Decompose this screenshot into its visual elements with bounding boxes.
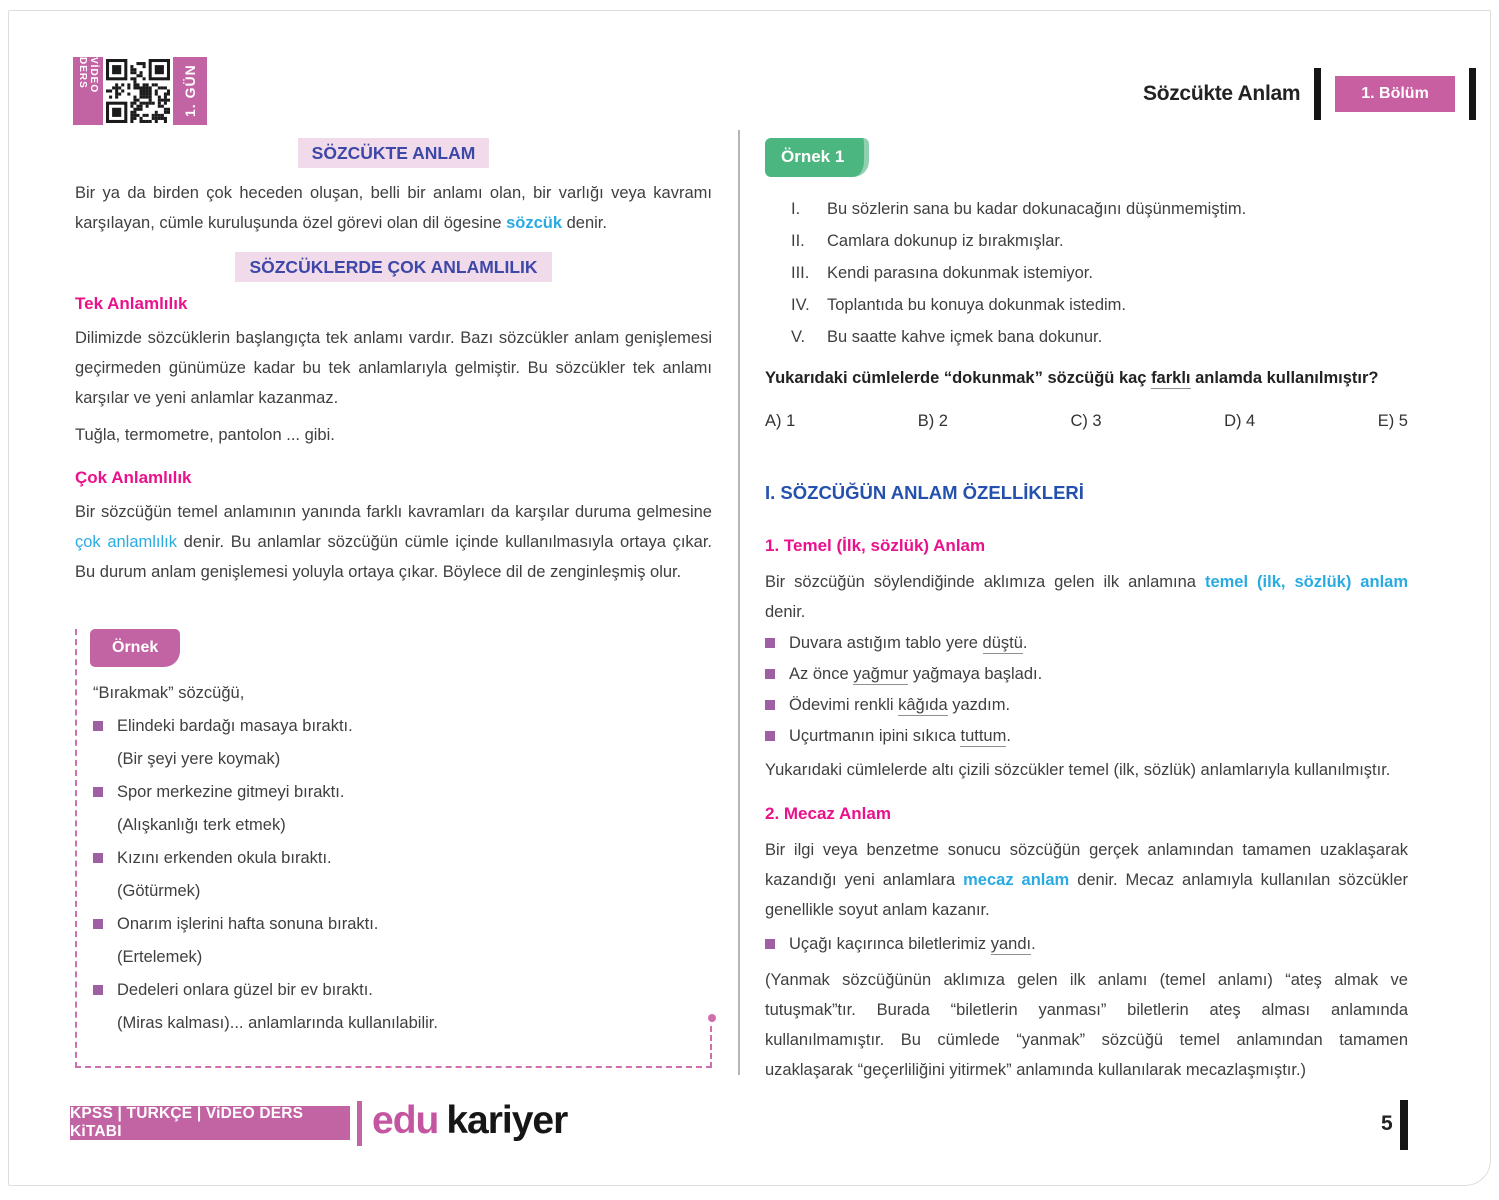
cok-anlamlilik-paragraph: Bir sözcüğün temel anlamının yanında farklı kavramları da karşılar duruma gelmesine çok anlamlılık denir. Bu anlamlar sözcüğün cümle içinde kullanılmasıyla ortaya çıkar. Bu durum anlam genişlemesi yoluyla ortaya çıkar. Böylece dil de zenginleşmiş olur. (75, 503, 712, 581)
question-text: Yukarıdaki cümlelerde “dokunmak” sözcüğü kaç farklı anlamda kullanılmıştır? (765, 369, 1379, 387)
page-header (1143, 68, 1476, 120)
list-item-text: Camlara dokunup iz bırakmışlar. (827, 232, 1064, 250)
example-bullet (93, 974, 712, 1007)
option-b: B) 2 (917, 412, 948, 430)
example-sentence: Dedeleri onlara güzel bir ev bıraktı. (117, 981, 373, 999)
square-bullet-icon (765, 731, 775, 741)
list-item-text: Bu saatte kahve içmek bana dokunur. (827, 328, 1103, 346)
answer-options (765, 406, 1408, 436)
temel-anlam-paragraph: Bir sözcüğün söylendiğinde aklımıza gelen ilk anlamına temel (ilk, sözlük) anlam denir. (765, 573, 1408, 621)
example-bullet (93, 908, 712, 941)
page-number: 5 (1381, 1112, 1393, 1135)
square-bullet-icon (93, 919, 103, 929)
example-sentence: Kızını erkenden okula bıraktı. (117, 849, 332, 867)
right-column (765, 138, 1408, 1085)
list-item (791, 225, 1408, 257)
example-sentence: Duvara astığım tablo yere düştü. (789, 634, 1028, 652)
roman-numeral-list (791, 193, 1408, 353)
example-sentence: Ödevimi renkli kâğıda yazdım. (789, 696, 1011, 714)
example-bullet (93, 710, 712, 743)
mecaz-anlam-explanation: (Yanmak sözcüğünün aklımıza gelen ilk anlamı (temel anlamı) “ateş almak ve tutuşmak”tır. Burada “biletlerin yanması” biletlerin ateş alması anlamında kullanılmamıştır. Bu cümlede “yanmak” sözcüğü temel anlamından tamamen uzaklaşarak “geçerliliğini yitirmek” anlamında kullanılarak mecazlaşmıştır.) (765, 971, 1408, 1079)
option-a: A) 1 (765, 412, 796, 430)
dashed-border-dot (708, 1014, 716, 1022)
square-bullet-icon (93, 853, 103, 863)
example-bullet (765, 690, 1408, 721)
subheading-tek-anlamlilik: Tek Anlamlılık (75, 294, 188, 313)
example-meaning: (Bir şeyi yere koymak) (117, 750, 281, 768)
list-item (791, 193, 1408, 225)
dashed-border-stub (710, 1026, 712, 1068)
option-c: C) 3 (1070, 412, 1102, 430)
example-bullet (93, 842, 712, 875)
example-bullet (765, 721, 1408, 752)
logo-kariyer: kariyer (446, 1099, 568, 1142)
subheading-temel-anlam: 1. Temel (İlk, sözlük) Anlam (765, 536, 986, 555)
example-sentence: Uçurtmanın ipini sıkıca tuttum. (789, 727, 1011, 745)
ornek-example-box (75, 629, 712, 1068)
mecaz-anlam-paragraph: Bir ilgi veya benzetme sonucu sözcüğün gerçek anlamından tamamen uzaklaşarak kazandığı yeni anlamlara mecaz anlam denir. Mecaz anlamıyla kullanılan sözcükler genellikle soyut anlam kazanır. (765, 841, 1408, 919)
square-bullet-icon (93, 721, 103, 731)
video-lesson-qr-block (73, 57, 207, 125)
example-meaning: (Miras kalması)... anlamlarında kullanılabilir. (117, 1014, 438, 1032)
footer-divider-bar (357, 1101, 362, 1146)
list-item (791, 321, 1408, 353)
roman-numeral: III. (791, 264, 810, 282)
subheading-cok-anlamlilik: Çok Anlamlılık (75, 468, 192, 487)
example-meaning: (Alışkanlığı terk etmek) (117, 816, 286, 834)
qr-finder-top-right (149, 59, 170, 80)
footer-series-bar (70, 1106, 350, 1140)
page-number-bar (1400, 1100, 1408, 1150)
example-bullet (765, 659, 1408, 690)
qr-finder-bottom-left (106, 102, 127, 123)
ornek1-badge: Örnek 1 (765, 138, 869, 177)
example-meaning: (Ertelemek) (117, 948, 203, 966)
intro-paragraph: Bir ya da birden çok heceden oluşan, belli bir anlamı olan, bir varlığı veya kavramı karşılayan, cümle kuruluşunda özel görevi olan dil ögesine sözcük denir. (75, 184, 712, 232)
roman-numeral: V. (791, 328, 806, 346)
roman-numeral: II. (791, 232, 805, 250)
square-bullet-icon (93, 985, 103, 995)
ornek-tab: Örnek (90, 629, 180, 667)
roman-numeral: I. (791, 200, 801, 218)
square-bullet-icon (765, 939, 775, 949)
example-sentence: Onarım işlerini hafta sonuna bıraktı. (117, 915, 379, 933)
section-heading-sozcukte-anlam: SÖZCÜKTE ANLAM (298, 138, 490, 168)
qr-right-label: 1. GÜN (182, 64, 198, 118)
square-bullet-icon (765, 700, 775, 710)
logo-edu: edu (372, 1099, 439, 1142)
example-sentence: Elindeki bardağı masaya bıraktı. (117, 717, 353, 735)
list-item-text: Bu sözlerin sana bu kadar dokunacağını düşünmemiştim. (827, 200, 1247, 218)
page-title: Sözcükte Anlam (1143, 82, 1301, 105)
qr-code (103, 57, 173, 125)
section-heading-cok-anlamlilik: SÖZCÜKLERDE ÇOK ANLAMLILIK (235, 252, 551, 282)
example-sentence: Az önce yağmur yağmaya başladı. (789, 665, 1043, 683)
list-item (791, 289, 1408, 321)
square-bullet-icon (93, 787, 103, 797)
roman-numeral: IV. (791, 296, 810, 314)
example-sentence: Uçağı kaçırınca biletlerimiz yandı. (789, 935, 1036, 953)
qr-finder-top-left (106, 59, 127, 80)
temel-anlam-conclusion: Yukarıdaki cümlelerde altı çizili sözcükler temel (ilk, sözlük) anlamlarıyla kullanılmıştır. (765, 761, 1391, 779)
option-d: D) 4 (1224, 412, 1256, 430)
option-e: E) 5 (1377, 412, 1408, 430)
section-heading-anlam-ozellikleri: I. SÖZCÜĞÜN ANLAM ÖZELLİKLERİ (765, 482, 1084, 503)
list-item-text: Kendi parasına dokunmak istemiyor. (827, 264, 1093, 282)
ornek-intro: “Bırakmak” sözcüğü, (93, 684, 245, 702)
qr-left-label: VİDEO DERS (77, 57, 99, 94)
tek-anlamlilik-examples: Tuğla, termometre, pantolon ... gibi. (75, 426, 335, 444)
qr-left-strip (73, 57, 103, 125)
left-column (75, 138, 712, 1068)
square-bullet-icon (765, 669, 775, 679)
header-divider-bar (1314, 68, 1321, 120)
example-sentence: Spor merkezine gitmeyi bıraktı. (117, 783, 345, 801)
example-bullet (765, 628, 1408, 659)
qr-code-image (106, 59, 170, 123)
square-bullet-icon (765, 638, 775, 648)
list-item-text: Toplantıda bu konuya dokunmak istedim. (827, 296, 1127, 314)
example-bullet (93, 776, 712, 809)
footer-series-label: KPSS | TÜRKÇE | ViDEO DERS KiTABI (70, 1105, 304, 1140)
edukariyer-logo (372, 1099, 567, 1143)
qr-right-strip (173, 57, 207, 125)
tek-anlamlilik-paragraph: Dilimizde sözcüklerin başlangıçta tek anlamı vardır. Bazı sözcükler anlam genişlemesi geçirmeden günümüze kadar bu tek anlamlarıyla gelmiştir. Bu sözcükler tek anlamı karşılar ve yeni anlamlar kazanmaz. (75, 329, 712, 407)
temel-anlam-examples (765, 628, 1408, 752)
example-meaning: (Götürmek) (117, 882, 201, 900)
list-item (791, 257, 1408, 289)
header-divider-bar (1469, 68, 1476, 120)
chapter-badge: 1. Bölüm (1335, 76, 1455, 112)
example-bullet (765, 929, 1408, 960)
column-divider (738, 130, 740, 1075)
subheading-mecaz-anlam: 2. Mecaz Anlam (765, 804, 891, 823)
